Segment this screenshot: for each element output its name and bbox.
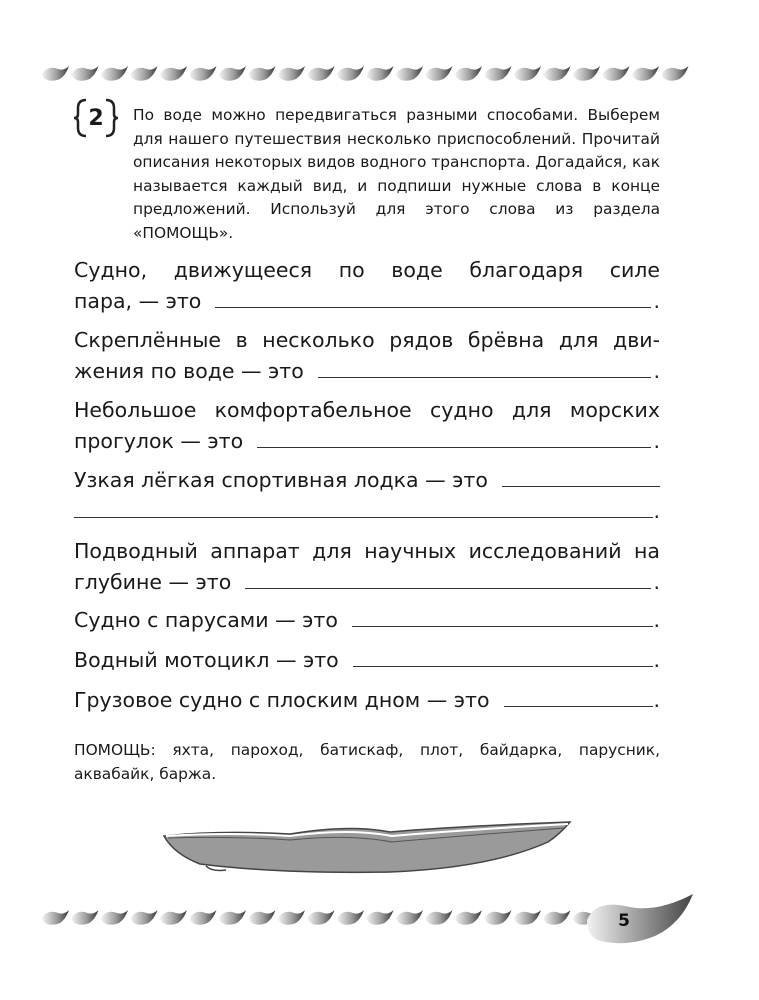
exercise-text: глубине — это — [74, 570, 232, 594]
leaf-ornament-icon — [367, 910, 394, 925]
period: . — [653, 608, 660, 632]
answer-blank[interactable] — [245, 568, 651, 589]
leaf-ornament-icon — [72, 66, 99, 81]
leaf-ornament-icon — [514, 910, 541, 925]
leaf-ornament-icon — [308, 910, 335, 925]
period: . — [653, 289, 660, 313]
leaf-ornament-icon — [455, 66, 482, 81]
leaf-ornament-icon — [160, 66, 187, 81]
leaf-ornament-icon — [219, 910, 246, 925]
leaf-ornament-icon — [42, 910, 69, 925]
leaf-ornament-icon — [514, 66, 541, 81]
exercise-item — [74, 605, 660, 636]
page-number: 5 — [618, 911, 630, 931]
leaf-ornament-icon — [249, 66, 276, 81]
answer-blank[interactable] — [504, 686, 654, 707]
answer-blank[interactable] — [502, 466, 660, 487]
kayak-icon — [160, 820, 580, 880]
leaf-ornament-icon — [337, 910, 364, 925]
leaf-ornament-icon — [42, 66, 69, 81]
leaf-ornament-icon — [131, 66, 158, 81]
exercise-item — [74, 536, 660, 598]
period: . — [653, 359, 660, 383]
exercise-text: Небольшое комфортабельное судно для морских — [74, 398, 660, 422]
period: . — [653, 570, 660, 594]
task-number: 2 — [88, 105, 104, 131]
leaf-ornament-icon — [544, 910, 571, 925]
leaf-ornament-icon — [101, 910, 128, 925]
exercise-item — [74, 645, 660, 676]
leaf-ornament-icon — [396, 910, 423, 925]
leaf-ornament-icon — [455, 910, 482, 925]
leaf-ornament-icon — [72, 910, 99, 925]
task-number-badge — [72, 94, 120, 142]
leaf-ornament-icon — [219, 66, 246, 81]
answer-blank[interactable] — [352, 606, 654, 627]
period: . — [653, 648, 660, 672]
task-instructions: По воде можно передвигаться разными способами. Выберем для нашего путешествия несколько приспособлений. Прочитай описания некоторых видов водного транспорта. Догадайся, как называется каждый вид, и подпиши нужные слова в конце предложений. Используй для этого слова из раздела «ПОМОЩЬ». — [133, 106, 660, 242]
leaf-ornament-icon — [190, 66, 217, 81]
exercise-item — [74, 255, 660, 317]
exercise-text: пара, — это — [74, 289, 202, 313]
exercise-text: Скреплённые в несколько рядов брёвна для дви- — [74, 328, 660, 352]
exercise-item — [74, 395, 660, 457]
leaf-ornament-icon — [190, 910, 217, 925]
answer-blank-continuation[interactable] — [74, 497, 653, 518]
page-number-leaf-icon — [585, 890, 695, 950]
period: . — [653, 688, 660, 712]
answer-blank[interactable] — [215, 287, 651, 308]
leaf-ornament-icon — [160, 910, 187, 925]
exercise-text: жения по воде — это — [74, 359, 304, 383]
leaf-ornament-icon — [367, 66, 394, 81]
exercise-text: Узкая лёгкая спортивная лодка — это — [74, 468, 488, 492]
exercise-text: Грузовое судно с плоским дном — это — [74, 688, 490, 712]
leaf-ornament-icon — [485, 66, 512, 81]
leaf-ornament-icon — [249, 910, 276, 925]
answer-blank[interactable] — [353, 646, 654, 667]
period: . — [653, 429, 660, 453]
exercise-text: прогулок — это — [74, 429, 244, 453]
answer-blank[interactable] — [318, 357, 652, 378]
exercise-item — [74, 325, 660, 387]
leaf-ornament-icon — [131, 910, 158, 925]
leaf-ornament-icon — [278, 66, 305, 81]
exercise-text: Водный мотоцикл — это — [74, 648, 339, 672]
leaf-ornament-icon — [396, 66, 423, 81]
decorative-border-bottom — [42, 906, 602, 928]
leaf-ornament-icon — [337, 66, 364, 81]
leaf-ornament-icon — [632, 66, 659, 81]
exercise-item — [74, 685, 660, 716]
leaf-ornament-icon — [278, 910, 305, 925]
exercise-item — [74, 465, 660, 527]
decorative-border-top — [42, 62, 692, 84]
exercise-text: Судно с парусами — это — [74, 608, 338, 632]
exercise-text: Подводный аппарат для научных исследований на — [74, 539, 660, 563]
period: . — [653, 499, 660, 523]
answer-blank[interactable] — [257, 427, 651, 448]
leaf-ornament-icon — [485, 910, 512, 925]
leaf-ornament-icon — [544, 66, 571, 81]
leaf-ornament-icon — [101, 66, 128, 81]
leaf-ornament-icon — [308, 66, 335, 81]
leaf-ornament-icon — [662, 66, 689, 81]
leaf-ornament-icon — [603, 66, 630, 81]
leaf-ornament-icon — [573, 66, 600, 81]
leaf-ornament-icon — [426, 910, 453, 925]
exercise-text: Судно, движущееся по воде благодаря силе — [74, 258, 660, 282]
leaf-ornament-icon — [426, 66, 453, 81]
help-word-bank: ПОМОЩЬ: яхта, пароход, батискаф, плот, байдарка, парусник, аквабайк, баржа. — [74, 741, 660, 783]
